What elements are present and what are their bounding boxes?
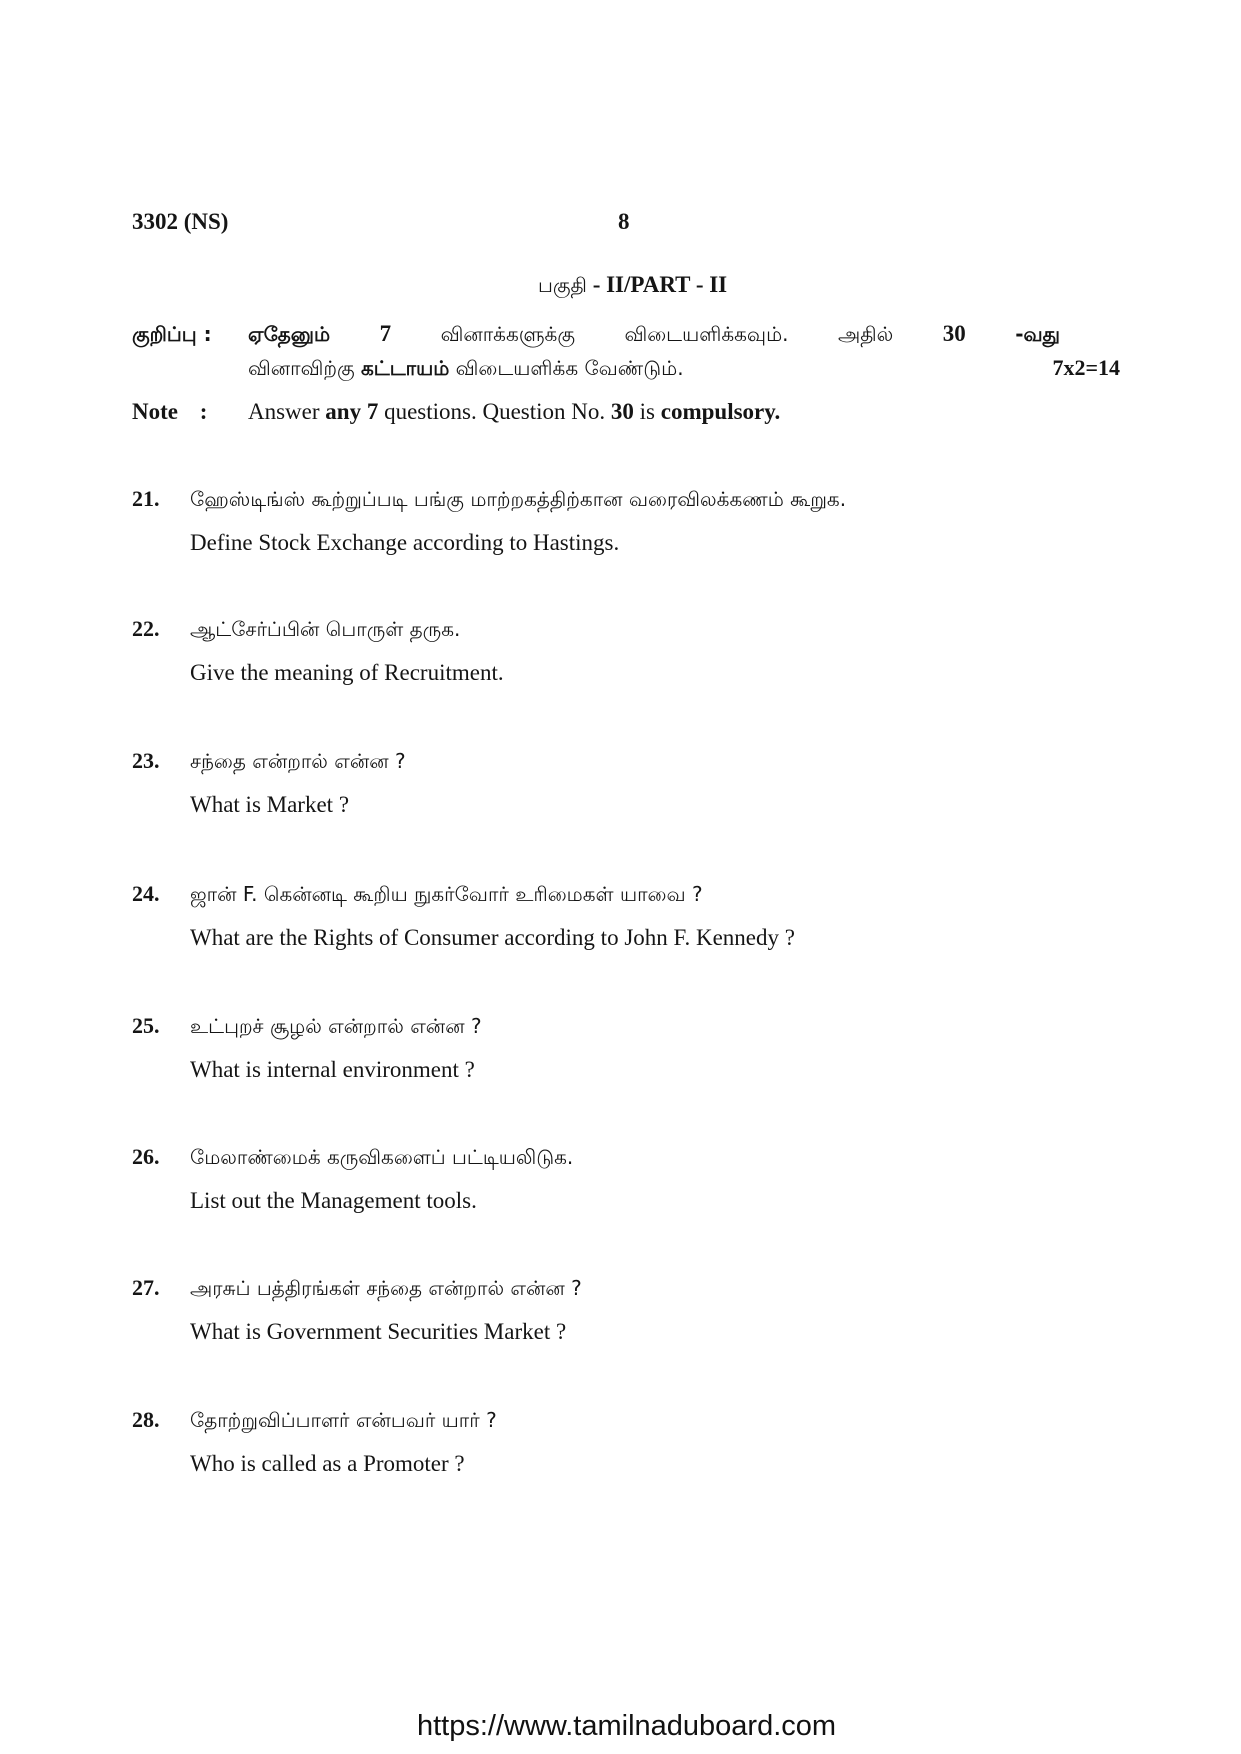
question-tamil: ஹேஸ்டிங்ஸ் கூற்றுப்படி பங்கு மாற்றகத்திற்கான வரைவிலக்கணம் கூறுக. bbox=[190, 487, 847, 511]
note-text-part: questions. Question No. bbox=[384, 399, 606, 424]
tamil-note-word: -வது bbox=[1015, 322, 1060, 346]
question-22 bbox=[0, 615, 1241, 695]
question-tamil: அரசுப் பத்திரங்கள் சந்தை என்றால் என்ன ? bbox=[190, 1276, 582, 1300]
note-text-part: Answer bbox=[248, 399, 320, 424]
question-tamil: சந்தை என்றால் என்ன ? bbox=[190, 749, 406, 773]
note-label: Note : bbox=[132, 399, 208, 424]
note-text-emphasis: 30 bbox=[610, 399, 634, 424]
marks-allocation: 7x2=14 bbox=[1052, 355, 1120, 380]
footer-website-url: https://www.tamilnaduboard.com bbox=[416, 1710, 837, 1742]
question-english: Give the meaning of Recruitment. bbox=[190, 660, 504, 685]
note-text-emphasis: compulsory. bbox=[660, 399, 781, 424]
question-english: Define Stock Exchange according to Hastings. bbox=[190, 530, 620, 555]
note-text bbox=[248, 398, 780, 426]
tamil-note-label: குறிப்பு : bbox=[132, 322, 212, 346]
tamil-note-word-compulsory: கட்டாயம் bbox=[360, 356, 450, 380]
tamil-note-word: விடையளிக்க வேண்டும். bbox=[455, 356, 684, 380]
tamil-note-word: அதில் bbox=[838, 322, 894, 346]
question-number: 27. bbox=[132, 1275, 160, 1300]
part-title-english: - II/PART - II bbox=[592, 272, 728, 297]
question-number: 25. bbox=[132, 1013, 160, 1038]
question-24 bbox=[0, 880, 1241, 960]
question-tamil: மேலாண்மைக் கருவிகளைப் பட்டியலிடுக. bbox=[190, 1145, 574, 1169]
tamil-note-line-2 bbox=[248, 354, 684, 382]
question-number: 28. bbox=[132, 1407, 160, 1432]
question-25 bbox=[0, 1012, 1241, 1092]
note-text-emphasis: any 7 bbox=[325, 399, 379, 424]
question-21 bbox=[0, 485, 1241, 565]
tamil-note-number: 30 bbox=[942, 321, 966, 346]
part-title-tamil: பகுதி bbox=[538, 273, 587, 297]
tamil-note-word: வினாக்களுக்கு bbox=[440, 322, 575, 346]
question-number: 26. bbox=[132, 1144, 160, 1169]
question-english: List out the Management tools. bbox=[190, 1188, 477, 1213]
tamil-note-line-1 bbox=[248, 320, 1060, 348]
question-number: 21. bbox=[132, 486, 160, 511]
question-english: What are the Rights of Consumer according to John F. Kennedy ? bbox=[190, 925, 795, 950]
question-23 bbox=[0, 747, 1241, 827]
question-tamil: ஜான் F. கென்னடி கூறிய நுகர்வோர் உரிமைகள் யாவை ? bbox=[190, 882, 703, 906]
question-tamil: தோற்றுவிப்பாளர் என்பவர் யார் ? bbox=[190, 1408, 497, 1432]
question-tamil: ஆட்சேர்ப்பின் பொருள் தருக. bbox=[190, 617, 461, 641]
question-number: 24. bbox=[132, 881, 160, 906]
question-28 bbox=[0, 1406, 1241, 1486]
question-english: What is Market ? bbox=[190, 792, 350, 817]
question-english: What is Government Securities Market ? bbox=[190, 1319, 567, 1344]
part-title bbox=[538, 271, 727, 299]
tamil-note-word: விடையளிக்கவும். bbox=[624, 322, 789, 346]
tamil-note-number: 7 bbox=[379, 321, 392, 346]
question-english: Who is called as a Promoter ? bbox=[190, 1451, 465, 1476]
paper-code: 3302 (NS) bbox=[132, 209, 229, 234]
note-text-part: is bbox=[639, 399, 655, 424]
question-english: What is internal environment ? bbox=[190, 1057, 475, 1082]
question-27 bbox=[0, 1274, 1241, 1354]
tamil-note-word: ஏதேனும் bbox=[248, 322, 331, 346]
tamil-note-word: வினாவிற்கு bbox=[248, 356, 355, 380]
question-number: 23. bbox=[132, 748, 160, 773]
question-number: 22. bbox=[132, 616, 160, 641]
page-number: 8 bbox=[618, 209, 630, 234]
question-26 bbox=[0, 1143, 1241, 1223]
question-tamil: உட்புறச் சூழல் என்றால் என்ன ? bbox=[190, 1014, 482, 1038]
